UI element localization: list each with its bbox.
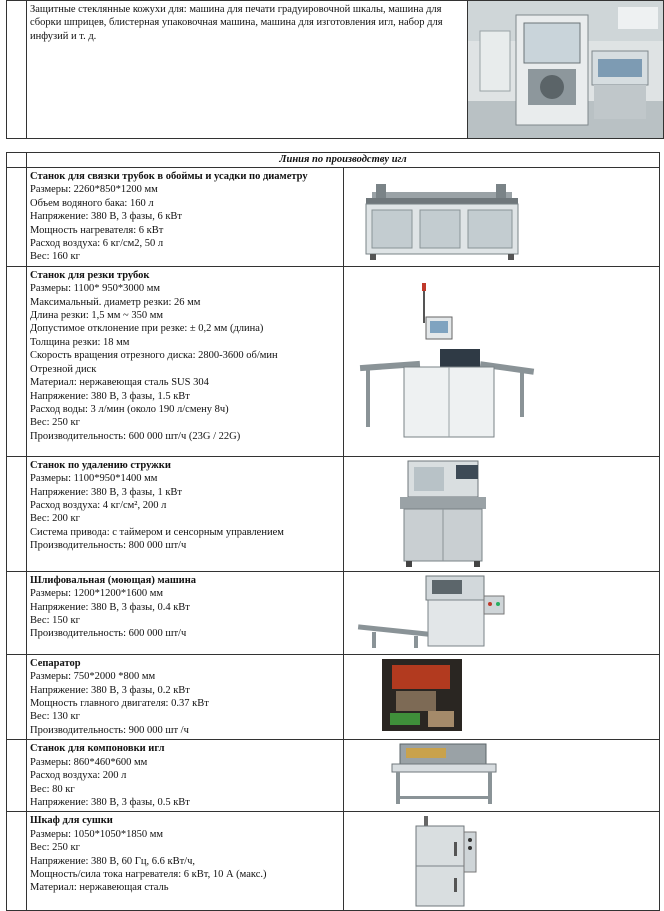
spec-line: Размеры: 1100* 950*3000 мм [30,283,161,295]
header-index-cell [7,153,27,168]
machine-title: Шлифовальная (моющая) машина [30,574,197,586]
spec-line: Система привода: с таймером и сенсорным управлением [30,526,284,538]
spec-line: Максимальный. диаметр резки: 26 мм [30,296,201,308]
spec-line: Скорость вращения отрезного диска: 2800-3600 об/мин [30,350,278,362]
spec-line: Отрезной диск [30,363,97,375]
machine-title: Станок для компоновки игл [30,743,165,755]
machine-title: Станок по удалению стружки [30,459,171,471]
machine-title: Станок для резки трубок [30,269,150,281]
spec-line: Объем водяного бака: 160 л [30,197,154,209]
top-table [6,0,664,139]
spec-line: Производительность: 900 000 шт /ч [30,724,189,736]
table-row [7,571,660,654]
spec-line: Расход воздуха: 6 кг/см2, 50 л [30,238,164,250]
tube-cutting-machine-photo [344,267,539,456]
spec-line: Материал: нержавеющая сталь [30,882,169,894]
needle-line-table [6,152,660,911]
spec-line: Расход воздуха: 4 кг/см², 200 л [30,500,167,512]
machine-spec-block [27,740,343,811]
spec-line: Размеры: 1100*950*1400 мм [30,473,158,485]
spec-line: Материал: нержавеющая сталь SUS 304 [30,377,209,389]
spec-line: Производительность: 600 000 шт/ч [30,628,187,640]
spec-line: Мощность/сила тока нагревателя: 6 кВт, 10 А (макс.) [30,868,267,880]
spec-line: Размеры: 1050*1050*1850 мм [30,828,164,840]
section-header-cell [27,153,660,168]
top-index-cell [7,1,27,139]
separator-machine-photo [344,655,539,737]
spec-line: Допустимое отклонение при резке: ± 0,2 мм (длина) [30,323,264,335]
machine-spec-block [27,168,343,266]
machine-spec-block [27,812,343,896]
machine-spec-block [27,267,343,445]
spec-line: Размеры: 1200*1200*1600 мм [30,588,164,600]
spec-line: Напряжение: 380 В, 3 фазы, 0.2 кВт [30,684,190,696]
spec-line: Толщина резки: 18 мм [30,336,130,348]
spec-line: Расход воздуха: 200 л [30,770,127,782]
deburring-machine-photo [344,457,539,571]
drying-cabinet-photo [344,812,539,910]
section-title: Линия по производству игл [279,154,407,165]
machine-spec-block [27,457,343,555]
top-photo-cell [468,1,664,139]
spec-line: Размеры: 750*2000 *800 мм [30,671,156,683]
spec-line: Вес: 200 кг [30,513,80,525]
table-row [7,812,660,911]
tube-bundling-machine-photo [344,168,539,264]
machine-spec-block [27,572,343,643]
machine-title: Шкаф для сушки [30,815,113,827]
spec-line: Вес: 250 кг [30,842,80,854]
machine-title: Сепаратор [30,657,81,669]
spec-line: Напряжение: 380 В, 3 фазы, 1.5 кВт [30,390,190,402]
spec-line: Мощность нагревателя: 6 кВт [30,224,164,236]
spec-line: Длина резки: 1,5 мм ~ 350 мм [30,310,164,322]
spec-line: Размеры: 860*460*600 мм [30,756,148,768]
table-row [7,456,660,571]
glass-cover-machine-photo [468,1,663,138]
spec-line: Вес: 130 кг [30,711,80,723]
spec-line: Производительность: 800 000 шт/ч [30,540,187,552]
table-row [7,266,660,456]
table-row [7,740,660,812]
spec-line: Вес: 250 кг [30,417,80,429]
grinding-machine-photo [344,572,539,654]
top-description: Защитные стеклянные кожухи для: машина для печати градуировочной шкалы, машина для сборки шприцев, блистерная упаковочная машина, машина для изготовления игл, набор для инфузий и т. д. [30,4,443,42]
spec-line: Расход воды: 3 л/мин (около 190 л/смену 8ч) [30,403,229,415]
spec-line: Напряжение: 380 В, 3 фазы, 0.5 кВт [30,796,190,808]
needle-arranging-machine-photo [344,740,539,811]
spec-line: Вес: 160 кг [30,251,80,263]
spec-line: Вес: 80 кг [30,783,75,795]
machine-title: Станок для связки трубок в обоймы и усадки по диаметру [30,171,308,182]
spec-line: Напряжение: 380 В, 3 фазы, 6 кВт [30,211,183,223]
spec-line: Размеры: 2260*850*1200 мм [30,184,158,196]
spec-line: Производительность: 600 000 шт/ч (23G / 22G) [30,430,241,442]
spec-line: Вес: 150 кг [30,615,80,627]
top-text-cell [27,1,468,139]
spec-line: Напряжение: 380 В, 3 фазы, 1 кВт [30,486,183,498]
machine-spec-block [27,655,343,739]
spec-line: Напряжение: 380 В, 60 Гц, 6.6 кВт/ч, [30,855,195,867]
spec-line: Напряжение: 380 В, 3 фазы, 0.4 кВт [30,601,190,613]
spec-line: Мощность главного двигателя: 0.37 кВт [30,698,209,710]
table-row [7,654,660,739]
table-row [7,168,660,267]
